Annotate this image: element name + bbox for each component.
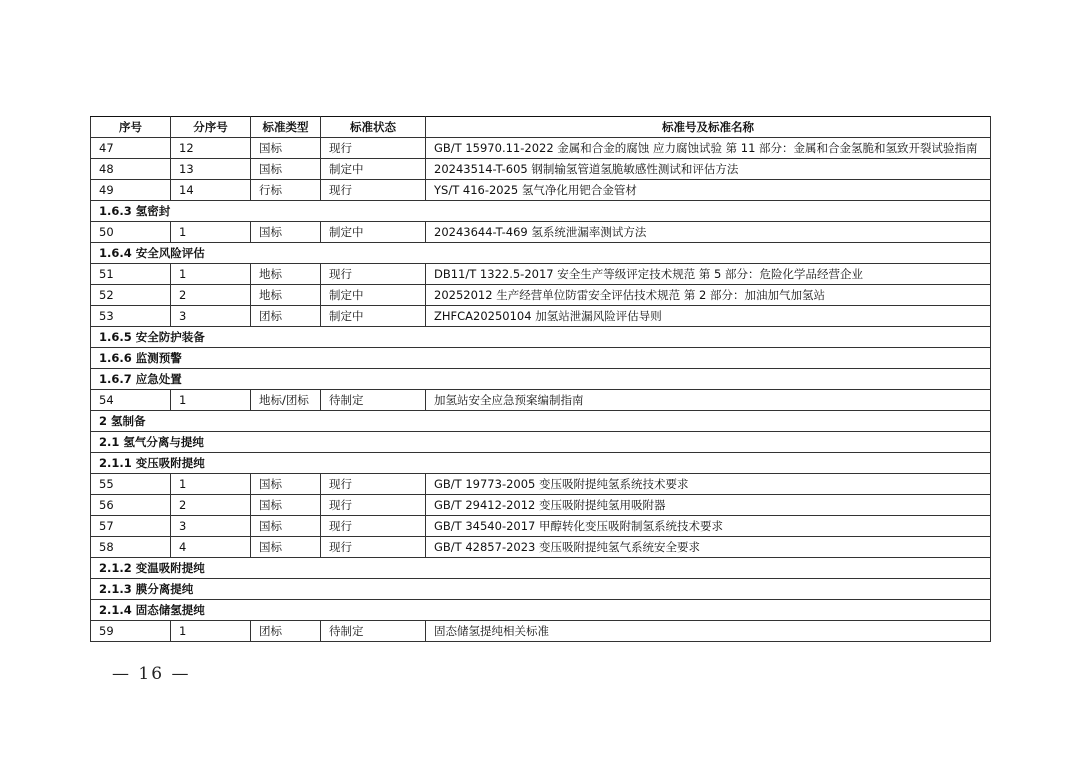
section-heading: 2.1.3 膜分离提纯 [91,579,991,600]
section-heading: 1.6.7 应急处置 [91,369,991,390]
seq-no-cell: 54 [91,390,171,411]
sub-seq-no-cell: 2 [171,495,251,516]
seq-no-cell: 58 [91,537,171,558]
standard-status-cell: 现行 [321,138,426,159]
section-heading-row [91,411,991,432]
section-heading: 2.1.4 固态储氢提纯 [91,600,991,621]
header-sub-seq-no: 分序号 [171,117,251,138]
standard-type-cell: 地标/团标 [251,390,321,411]
table-row [91,138,991,159]
seq-no-cell: 49 [91,180,171,201]
section-heading-row [91,558,991,579]
seq-no-cell: 53 [91,306,171,327]
standard-status-cell: 待制定 [321,390,426,411]
seq-no-cell: 50 [91,222,171,243]
section-heading: 2.1.1 变压吸附提纯 [91,453,991,474]
sub-seq-no-cell: 14 [171,180,251,201]
standard-type-cell: 国标 [251,474,321,495]
standard-name-cell: GB/T 19773-2005 变压吸附提纯氢系统技术要求 [426,474,991,495]
section-heading-row [91,243,991,264]
page-number: — 16 — [112,664,191,684]
standard-type-cell: 国标 [251,495,321,516]
standard-status-cell: 制定中 [321,306,426,327]
seq-no-cell: 47 [91,138,171,159]
standard-type-cell: 国标 [251,138,321,159]
table-row [91,180,991,201]
sub-seq-no-cell: 3 [171,306,251,327]
standard-status-cell: 现行 [321,264,426,285]
table-row [91,516,991,537]
table-header-row [91,117,991,138]
standard-status-cell: 现行 [321,537,426,558]
section-heading-row [91,432,991,453]
sub-seq-no-cell: 1 [171,474,251,495]
standard-status-cell: 待制定 [321,621,426,642]
section-heading-row [91,327,991,348]
standard-type-cell: 团标 [251,306,321,327]
seq-no-cell: 55 [91,474,171,495]
seq-no-cell: 56 [91,495,171,516]
standard-type-cell: 国标 [251,537,321,558]
standards-table-container [90,116,990,642]
standard-status-cell: 制定中 [321,285,426,306]
table-row [91,159,991,180]
section-heading: 2.1 氢气分离与提纯 [91,432,991,453]
section-heading-row [91,600,991,621]
header-standard-name: 标准号及标准名称 [426,117,991,138]
standard-type-cell: 国标 [251,222,321,243]
standard-type-cell: 地标 [251,285,321,306]
table-body [91,138,991,642]
section-heading: 1.6.6 监测预警 [91,348,991,369]
sub-seq-no-cell: 3 [171,516,251,537]
table-row [91,474,991,495]
standard-name-cell: 20243514-T-605 钢制输氢管道氢脆敏感性测试和评估方法 [426,159,991,180]
seq-no-cell: 57 [91,516,171,537]
standard-type-cell: 国标 [251,516,321,537]
standard-name-cell: 固态储氢提纯相关标准 [426,621,991,642]
table-row [91,537,991,558]
standard-name-cell: 20243644-T-469 氢系统泄漏率测试方法 [426,222,991,243]
section-heading-row [91,579,991,600]
section-heading: 1.6.4 安全风险评估 [91,243,991,264]
standard-type-cell: 地标 [251,264,321,285]
standard-name-cell: ZHFCA20250104 加氢站泄漏风险评估导则 [426,306,991,327]
sub-seq-no-cell: 1 [171,222,251,243]
table-row [91,285,991,306]
section-heading: 1.6.5 安全防护装备 [91,327,991,348]
sub-seq-no-cell: 1 [171,390,251,411]
section-heading: 1.6.3 氢密封 [91,201,991,222]
sub-seq-no-cell: 13 [171,159,251,180]
standard-name-cell: YS/T 416-2025 氢气净化用钯合金管材 [426,180,991,201]
seq-no-cell: 52 [91,285,171,306]
standard-name-cell: DB11/T 1322.5-2017 安全生产等级评定技术规范 第 5 部分：危险化学品经营企业 [426,264,991,285]
table-row [91,264,991,285]
seq-no-cell: 51 [91,264,171,285]
standard-status-cell: 现行 [321,180,426,201]
standard-name-cell: GB/T 15970.11-2022 金属和合金的腐蚀 应力腐蚀试验 第 11 部分：金属和合金氢脆和氢致开裂试验指南 [426,138,991,159]
standard-status-cell: 现行 [321,495,426,516]
section-heading: 2 氢制备 [91,411,991,432]
standard-type-cell: 行标 [251,180,321,201]
section-heading-row [91,453,991,474]
seq-no-cell: 59 [91,621,171,642]
section-heading-row [91,348,991,369]
standard-type-cell: 国标 [251,159,321,180]
standard-name-cell: GB/T 34540-2017 甲醇转化变压吸附制氢系统技术要求 [426,516,991,537]
sub-seq-no-cell: 12 [171,138,251,159]
standard-name-cell: GB/T 42857-2023 变压吸附提纯氢气系统安全要求 [426,537,991,558]
table-row [91,390,991,411]
sub-seq-no-cell: 2 [171,285,251,306]
section-heading-row [91,201,991,222]
standard-status-cell: 现行 [321,516,426,537]
table-row [91,222,991,243]
table-row [91,621,991,642]
sub-seq-no-cell: 4 [171,537,251,558]
standard-status-cell: 制定中 [321,159,426,180]
standard-name-cell: 20252012 生产经营单位防雷安全评估技术规范 第 2 部分：加油加气加氢站 [426,285,991,306]
standard-status-cell: 现行 [321,474,426,495]
section-heading: 2.1.2 变温吸附提纯 [91,558,991,579]
sub-seq-no-cell: 1 [171,264,251,285]
table-row [91,306,991,327]
table-row [91,495,991,516]
standard-name-cell: GB/T 29412-2012 变压吸附提纯氢用吸附器 [426,495,991,516]
sub-seq-no-cell: 1 [171,621,251,642]
header-standard-type: 标准类型 [251,117,321,138]
seq-no-cell: 48 [91,159,171,180]
header-standard-status: 标准状态 [321,117,426,138]
standard-status-cell: 制定中 [321,222,426,243]
standard-type-cell: 团标 [251,621,321,642]
header-seq-no: 序号 [91,117,171,138]
section-heading-row [91,369,991,390]
standard-name-cell: 加氢站安全应急预案编制指南 [426,390,991,411]
standards-table [90,116,991,642]
